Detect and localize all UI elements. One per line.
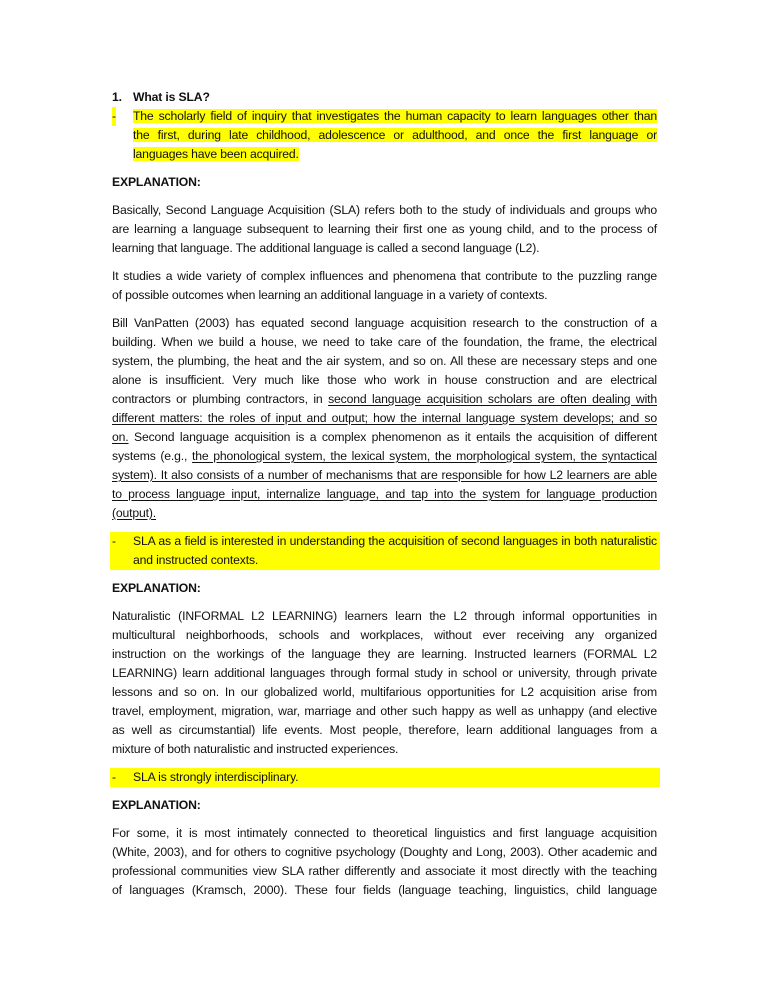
text-segment: contractors or plumbing contractors, in: [112, 392, 329, 406]
paragraph: [112, 824, 657, 900]
underlined-text: (output).: [112, 506, 157, 520]
section-heading: [112, 88, 657, 107]
text-segment: LEARNING) learn additional languages through formal study in school or university, through private: [112, 666, 657, 680]
text-line: [112, 645, 657, 664]
explanation-label: [112, 173, 657, 192]
label-text: EXPLANATION:: [112, 581, 201, 595]
highlighted-bullet-point: [110, 532, 660, 570]
text-segment: SLA as a field is interested in understanding the acquisition of second languages in both naturalistic: [133, 534, 657, 548]
highlighted-bullet-point: [112, 107, 657, 164]
text-segment: (White, 2003), and for others to cognitive psychology (Doughty and Long, 2003). Other academic and: [112, 845, 657, 859]
text-line: [112, 504, 657, 523]
text-segment: and instructed contexts.: [133, 553, 259, 567]
paragraph: [112, 267, 657, 305]
text-segment: travel, employment, migration, war, marriage and other such happy as well as unhappy (and elective: [112, 704, 657, 718]
text-segment: SLA is strongly interdisciplinary.: [133, 770, 299, 784]
text-segment: are learning a language subsequent to learning their first one as young child, and to the process of: [112, 222, 657, 236]
underlined-text: to process language input, internalize language, and tap into the system for language production: [112, 487, 657, 501]
label-text: EXPLANATION:: [112, 798, 201, 812]
text-segment: professional communities view SLA rather differently and associate it most directly with the teaching: [112, 864, 657, 878]
text-segment: languages have been acquired.: [133, 147, 299, 161]
underlined-text: different matters: the roles of input and output; how the internal language system develops; and so: [112, 411, 657, 425]
text-line: [112, 409, 657, 428]
heading-number: 1.: [112, 90, 122, 104]
text-line: [112, 626, 657, 645]
heading-text: What is SLA?: [133, 90, 210, 104]
text-line: [112, 371, 657, 390]
text-line: [112, 220, 657, 239]
text-line: [112, 607, 657, 626]
text-line: [112, 843, 657, 862]
text-line: [112, 447, 657, 466]
text-segment: as well as circumstantial) life events. Most people, therefore, learn additional languages from a: [112, 723, 657, 737]
paragraph: [112, 607, 657, 759]
text-line: [112, 352, 657, 371]
heading-line: [112, 88, 657, 107]
text-line: [112, 286, 657, 305]
text-segment: multicultural neighborhoods, schools and workplaces, without ever receiving any organized: [112, 628, 657, 642]
text-segment: Naturalistic (INFORMAL L2 LEARNING) learners learn the L2 through informal opportunities in: [112, 609, 657, 623]
label-text: EXPLANATION:: [112, 175, 201, 189]
text-line: [133, 551, 657, 570]
text-segment: Basically, Second Language Acquisition (SLA) refers both to the study of individuals and groups who: [112, 203, 657, 217]
text-line: [112, 485, 657, 504]
text-line: [112, 664, 657, 683]
text-line: [133, 126, 657, 145]
text-segment: Bill VanPatten (2003) has equated second language acquisition research to the construction of a: [112, 316, 657, 330]
text-segment: The scholarly field of inquiry that investigates the human capacity to learn languages other than: [133, 109, 657, 123]
text-line: [112, 740, 657, 759]
document-page: [112, 88, 657, 909]
text-line: [112, 333, 657, 352]
text-segment: instruction on the workings of the language they are learning. Instructed learners (FORMAL L2: [112, 647, 657, 661]
text-line: [112, 239, 657, 258]
text-line: [112, 466, 657, 485]
text-line: [112, 683, 657, 702]
paragraph: [112, 201, 657, 258]
paragraph: [112, 314, 657, 523]
text-segment: building. When we build a house, we need to take care of the foundation, the frame, the electrical: [112, 335, 657, 349]
text-line: [112, 824, 657, 843]
text-segment: lessons and so on. In our globalized world, multifarious opportunities for L2 acquisition arise from: [112, 685, 657, 699]
text-line: [112, 428, 657, 447]
text-segment: alone is insufficient. Very much like those who work in house construction and are electrical: [112, 373, 657, 387]
bullet-dash: -: [112, 770, 117, 784]
highlighted-bullet-point: [110, 768, 660, 787]
text-segment: For some, it is most intimately connected to theoretical linguistics and first language acquisition: [112, 826, 657, 840]
text-line: [112, 862, 657, 881]
text-line: [112, 267, 657, 286]
explanation-label: [112, 579, 657, 598]
text-line: [112, 721, 657, 740]
text-segment: learning that language. The additional language is called a second language (L2).: [112, 241, 540, 255]
underlined-text: system). It also consists of a number of mechanisms that are responsible for how L2 learners are able: [112, 468, 657, 482]
text-line: [112, 702, 657, 721]
underlined-text: on.: [112, 430, 129, 444]
bullet-dash: -: [112, 534, 117, 548]
text-line: [112, 390, 657, 409]
text-segment: systems (e.g.,: [112, 449, 193, 463]
underlined-text: second language acquisition scholars are often dealing with: [328, 392, 657, 406]
text-line: [112, 201, 657, 220]
underlined-text: the phonological system, the lexical system, the morphological system, the syntactical: [192, 449, 657, 463]
text-line: [133, 145, 657, 164]
text-segment: of possible outcomes when learning an additional language in a variety of contexts.: [112, 288, 548, 302]
bullet-dash: -: [112, 107, 116, 126]
text-segment: the first, during late childhood, adolescence or adulthood, and once the first language or: [133, 128, 657, 142]
text-line: [133, 107, 657, 126]
text-segment: mixture of both naturalistic and instructed experiences.: [112, 742, 399, 756]
text-segment: of languages (Kramsch, 2000). These four fields (language teaching, linguistics, child language: [112, 883, 657, 897]
text-line: [133, 532, 657, 551]
explanation-label: [112, 796, 657, 815]
text-segment: It studies a wide variety of complex influences and phenomena that contribute to the puzzling range: [112, 269, 657, 283]
text-line: [112, 314, 657, 333]
text-line: [112, 881, 657, 900]
text-segment: Second language acquisition is a complex phenomenon as it entails the acquisition of different: [128, 430, 657, 444]
text-segment: system, the plumbing, the heat and the air system, and so on. All these are necessary steps and one: [112, 354, 657, 368]
text-line: [133, 768, 657, 787]
